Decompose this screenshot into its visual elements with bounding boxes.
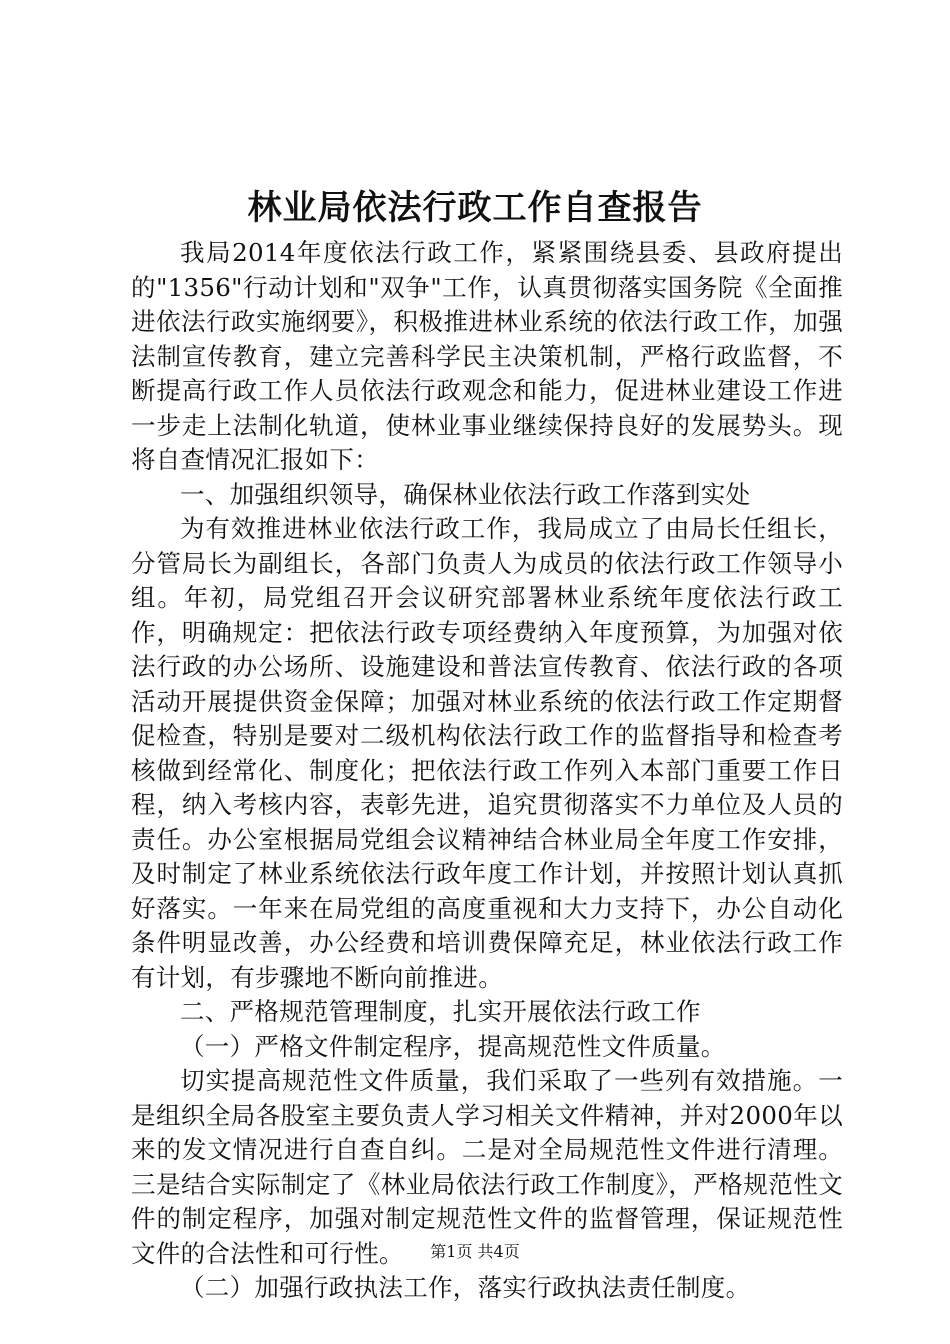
subsection-heading-2: （二）加强行政执法工作，落实行政执法责任制度。 — [180, 1273, 751, 1302]
subsection-1-paragraph: 切实提高规范性文件质量，我们采取了一些列有效措施。一是组织全局各股室主要负责人学习相关文件精神，并对2000年以来的发文情况进行自查自纠。二是对全局规范性文件进行清理。三是结合实际制定了《林业局依法行政工作制度》，严格规范性文件的制定程序，加强对制定规范性文件的监督管理，保证规范性文件的合法性和可行性。 — [131, 1066, 843, 1268]
section-heading-2: 二、严格规范管理制度，扎实开展依法行政工作 — [180, 997, 701, 1026]
section-1-paragraph: 为有效推进林业依法行政工作，我局成立了由局长任组长，分管局长为副组长，各部门负责人为成员的依法行政工作领导小组。年初，局党组召开会议研究部署林业系统年度依法行政工作，明确规定：把依法行政专项经费纳入年度预算，为加强对依法行政的办公场所、设施建设和普法宣传教育、依法行政的各项活动开展提供资金保障；加强对林业系统的依法行政工作定期督促检查，特别是要对二级机构依法行政工作的监督指导和检查考核做到经常化、制度化；把依法行政工作列入本部门重要工作日程，纳入考核内容，表彰先进，追究贯彻落实不力单位及人员的责任。办公室根据局党组会议精神结合林业局全年度工作安排，及时制定了林业系统依法行政年度工作计划，并按照计划认真抓好落实。一年来在局党组的高度重视和大力支持下，办公自动化条件明显改善，办公经费和培训费保障充足，林业依法行政工作有计划，有步骤地不断向前推进。 — [131, 514, 843, 992]
subsection-heading-1: （一）严格文件制定程序，提高规范性文件质量。 — [180, 1031, 726, 1061]
page-number-footer: 第1页 共4页 — [430, 1242, 520, 1261]
section-heading-1: 一、加强组织领导，确保林业依法行政工作落到实处 — [180, 479, 751, 509]
document-title: 林业局依法行政工作自查报告 — [247, 188, 703, 228]
intro-paragraph: 我局2014年度依法行政工作，紧紧围绕县委、县政府提出的"1356"行动计划和"双争"工作，认真贯彻落实国务院《全面推进依法行政实施纲要》，积极推进林业系统的依法行政工作，加强法制宣传教育，建立完善科学民主决策机制，严格行政监督，不断提高行政工作人员依法行政观念和能力，促进林业建设工作进一步走上法制化轨道，使林业事业继续保持良好的发展势头。现将自查情况汇报如下： — [131, 238, 843, 474]
document-body — [131, 236, 843, 1306]
